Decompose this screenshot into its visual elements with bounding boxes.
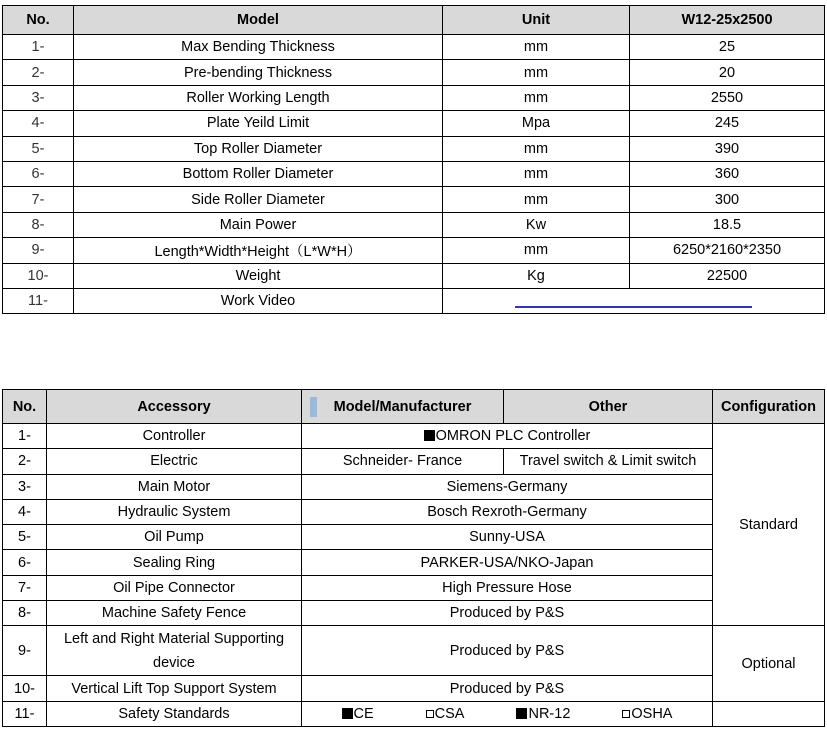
checked-box-icon — [516, 708, 527, 719]
spec-header-model: Model — [74, 6, 443, 35]
accessory-row-no: 1- — [3, 424, 47, 449]
accessory-row-model: Bosch Rexroth-Germany — [302, 499, 713, 524]
spec-row-no: 11- — [3, 288, 74, 313]
spec-row-no: 2- — [3, 60, 74, 85]
accessory-row — [3, 550, 825, 575]
accessory-row-no: 3- — [3, 474, 47, 499]
unchecked-box-icon — [622, 710, 630, 718]
safety-option-label: CE — [353, 705, 374, 722]
spec-row-no: 9- — [3, 238, 74, 263]
accessory-row-name: Oil Pump — [47, 525, 302, 550]
safety-option-label: OSHA — [631, 705, 673, 722]
accessory-row-name: Left and Right Material Supporting device — [47, 626, 302, 676]
spec-row-no: 1- — [3, 35, 74, 60]
accessory-row-name: Machine Safety Fence — [47, 601, 302, 626]
spec-row-no: 6- — [3, 161, 74, 186]
accessory-row-model-label: OMRON PLC Controller — [435, 428, 591, 445]
checked-box-icon — [424, 430, 435, 441]
spec-row-unit: mm — [443, 238, 630, 263]
spec-row — [3, 212, 825, 237]
accessory-header-row — [3, 390, 825, 424]
spec-row — [3, 85, 825, 110]
accessory-table — [2, 389, 825, 727]
spec-row-no: 7- — [3, 187, 74, 212]
accessory-row — [3, 449, 825, 474]
spec-row — [3, 161, 825, 186]
accessory-header-no: No. — [3, 390, 47, 424]
accessory-header-accessory: Accessory — [47, 390, 302, 424]
accessory-row — [3, 575, 825, 600]
unchecked-box-icon — [426, 710, 434, 718]
safety-option-ce[interactable] — [342, 706, 374, 722]
accessory-header-other: Other — [504, 390, 713, 424]
spec-row-model: Max Bending Thickness — [74, 35, 443, 60]
configuration-empty — [713, 701, 825, 726]
spec-row-value: 300 — [630, 187, 825, 212]
spec-row — [3, 187, 825, 212]
configuration-standard: Standard — [713, 424, 825, 626]
accessory-row-model: Produced by P&S — [302, 626, 713, 676]
spec-row-value: 18.5 — [630, 212, 825, 237]
text-cursor — [310, 397, 317, 417]
spec-row-unit: mm — [443, 60, 630, 85]
accessory-row-no: 2- — [3, 449, 47, 474]
spec-row-value: 25 — [630, 35, 825, 60]
accessory-row — [3, 474, 825, 499]
spec-row-unit: Mpa — [443, 111, 630, 136]
spec-row-unit: mm — [443, 35, 630, 60]
accessory-row-name: Sealing Ring — [47, 550, 302, 575]
accessory-row-no: 10- — [3, 676, 47, 701]
spec-row-model: Roller Working Length — [74, 85, 443, 110]
accessory-row-name: Vertical Lift Top Support System — [47, 676, 302, 701]
spec-row — [3, 60, 825, 85]
spec-row-model: Top Roller Diameter — [74, 136, 443, 161]
spec-row-model: Plate Yeild Limit — [74, 111, 443, 136]
spec-row-value: 245 — [630, 111, 825, 136]
accessory-row — [3, 424, 825, 449]
safety-option-label: NR-12 — [528, 705, 571, 722]
spec-row — [3, 35, 825, 60]
accessory-row-name: Main Motor — [47, 474, 302, 499]
spec-row-value: 6250*2160*2350 — [630, 238, 825, 263]
spec-table — [2, 5, 825, 314]
accessory-row — [3, 525, 825, 550]
accessory-row-name: Electric — [47, 449, 302, 474]
spec-row-model: Main Power — [74, 212, 443, 237]
spec-row-model: Pre-bending Thickness — [74, 60, 443, 85]
accessory-row-model: Produced by P&S — [302, 601, 713, 626]
checked-box-icon — [342, 708, 353, 719]
accessory-row — [3, 499, 825, 524]
accessory-row-no: 9- — [3, 626, 47, 676]
spec-row — [3, 111, 825, 136]
accessory-row — [3, 626, 825, 676]
accessory-row-model: Produced by P&S — [302, 676, 713, 701]
safety-option-label: CSA — [434, 705, 465, 722]
accessory-row-model: Siemens-Germany — [302, 474, 713, 499]
spec-row-unit: mm — [443, 136, 630, 161]
spec-row-unit: Kg — [443, 263, 630, 288]
safety-option-osha[interactable] — [622, 706, 672, 722]
accessory-row-no: 4- — [3, 499, 47, 524]
spec-row-value: 2550 — [630, 85, 825, 110]
accessory-header-model-label: Model/Manufacturer — [333, 398, 472, 415]
accessory-row-name: Controller — [47, 424, 302, 449]
spec-header-value: W12-25x2500 — [630, 6, 825, 35]
spec-row-unit: Kw — [443, 212, 630, 237]
safety-standards-cell — [302, 701, 713, 726]
accessory-row-model — [302, 424, 713, 449]
spec-row-model: Work Video — [74, 288, 443, 313]
spec-row — [3, 136, 825, 161]
spec-row-value: 22500 — [630, 263, 825, 288]
accessory-row-name: Hydraulic System — [47, 499, 302, 524]
spec-row-unit: mm — [443, 187, 630, 212]
accessory-row-name: Safety Standards — [47, 701, 302, 726]
spec-row-model: Side Roller Diameter — [74, 187, 443, 212]
spec-row-value: 20 — [630, 60, 825, 85]
spec-row-no: 10- — [3, 263, 74, 288]
spec-header-unit: Unit — [443, 6, 630, 35]
spec-header-no: No. — [3, 6, 74, 35]
spec-row-no: 4- — [3, 111, 74, 136]
accessory-header-model — [302, 390, 504, 424]
spec-row-no: 5- — [3, 136, 74, 161]
safety-option-csa[interactable] — [426, 706, 465, 722]
configuration-optional: Optional — [713, 626, 825, 701]
accessory-row — [3, 601, 825, 626]
accessory-row-other: Travel switch & Limit switch — [504, 449, 713, 474]
spec-row-no: 3- — [3, 85, 74, 110]
spec-row-value: 360 — [630, 161, 825, 186]
spec-row-value: 390 — [630, 136, 825, 161]
spec-row-model: Length*Width*Height（L*W*H） — [74, 238, 443, 263]
accessory-row-model: High Pressure Hose — [302, 575, 713, 600]
spec-row-unit: mm — [443, 161, 630, 186]
accessory-row-no: 7- — [3, 575, 47, 600]
spec-row — [3, 263, 825, 288]
spec-video-row — [3, 288, 825, 313]
accessory-row-model: Schneider- France — [302, 449, 504, 474]
accessory-row-no: 6- — [3, 550, 47, 575]
work-video-cell[interactable] — [443, 288, 825, 313]
spec-row — [3, 238, 825, 263]
safety-option-nr12[interactable] — [516, 706, 570, 722]
spec-header-row — [3, 6, 825, 35]
accessory-row — [3, 701, 825, 726]
work-video-link[interactable] — [515, 306, 752, 308]
spec-row-unit: mm — [443, 85, 630, 110]
spec-row-no: 8- — [3, 212, 74, 237]
accessory-row-no: 5- — [3, 525, 47, 550]
accessory-row-name: Oil Pipe Connector — [47, 575, 302, 600]
accessory-row-no: 11- — [3, 701, 47, 726]
accessory-row-model: PARKER-USA/NKO-Japan — [302, 550, 713, 575]
accessory-row-model: Sunny-USA — [302, 525, 713, 550]
accessory-row — [3, 676, 825, 701]
accessory-row-no: 8- — [3, 601, 47, 626]
accessory-header-configuration: Configuration — [713, 390, 825, 424]
spec-row-model: Bottom Roller Diameter — [74, 161, 443, 186]
spec-row-model: Weight — [74, 263, 443, 288]
